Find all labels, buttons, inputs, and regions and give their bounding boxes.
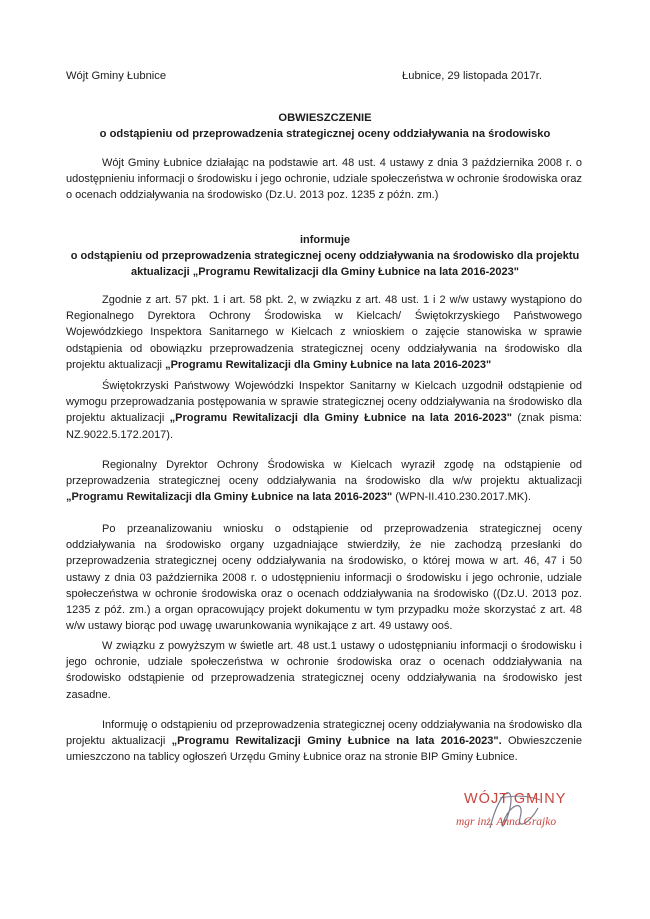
paragraph-rdos	[66, 457, 582, 506]
stamp-title: WÓJT GMINY	[464, 791, 567, 807]
informs-block	[60, 232, 590, 281]
program-name-bold: „Programu Rewitalizacji dla Gminy Łubnice na lata 2016-2023"	[165, 358, 492, 371]
paragraph-conclusion: W związku z powyższym w świetle art. 48 ust.1 ustawy o udostępnianiu informacji o środowisku i jego ochronie, udziale społeczeństwa w ochronie środowiska oraz o ocenach oddziaływania na środowisko odstąpienie od przeprowadzenia strategicznej oceny oddziaływania na środowisko jest zasadne.	[66, 640, 582, 701]
paragraph-request-text: Zgodnie z art. 57 pkt. 1 i art. 58 pkt. 2, w związku z art. 48 ust. 1 i 2 w/w ustawy wystąpiono do Regionalnego Dyrektora Ochrony Środowiska w Kielcach/ Świętokrzyskiego Państwowego Wojewódzkiego Inspektora Sanitarnego w Kielcach z wnioskiem o zajęcie stanowiska w sprawie odstąpienia od obowiązku przeprowadzenia strategicznej oceny oddziaływania na środowisko dla projektu aktualizacji	[66, 294, 582, 371]
sender-line: Wójt Gminy Łubnice	[66, 70, 167, 82]
program-name-bold: „Programu Rewitalizacji dla Gminy Łubnice na lata 2016-2023"	[66, 491, 393, 504]
paragraph-rdos-text: Regionalny Dyrektor Ochrony Środowiska w Kielcach wyraził zgodę na odstąpienie od przeprowadzenia strategicznej oceny oddziaływania na środowisko dla w/w projektu aktualizacji	[66, 459, 582, 488]
document-title: OBWIESZCZENIE	[278, 112, 372, 124]
paragraph-sanitary-inspector	[66, 378, 582, 443]
paragraph-announcement-tail: Obwieszczenie umieszczono na tablicy ogłoszeń Urzędu Gminy Łubnice oraz na stronie BIP Gminy Łubnice.	[66, 735, 582, 764]
program-name-bold: „Programu Rewitalizacji Gminy Łubnice na lata 2016-2023".	[171, 735, 502, 748]
stamp-name: mgr inż. Anna Grajko	[456, 816, 557, 828]
paragraph-sanitary-text: Świętokrzyski Państwowy Wojewódzki Inspektor Sanitarny w Kielcach uzgodnił odstąpienie od wymogu przeprowadzania postępowania w sprawie strategicznej oceny oddziaływania na środowisko dla projektu aktualizacji	[66, 380, 582, 425]
informs-line-2: o odstąpieniu od przeprowadzenia strategicznej oceny oddziaływania na środowisko dla projektu	[70, 250, 580, 263]
intro-paragraph: Wójt Gminy Łubnice działając na podstawie art. 48 ust. 4 ustawy z dnia 3 października 2008 r. o udostępnieniu informacji o środowisku i jego ochronie, udziale społeczeństwa w ochronie środowiska oraz o ocenach oddziaływania na środowisko (Dz.U. 2013 poz. 1235 z późn. zm.)	[66, 157, 582, 202]
program-name-bold: „Programu Rewitalizacji dla Gminy Łubnice na lata 2016-2023"	[169, 412, 512, 425]
handwritten-signature-icon	[470, 778, 550, 838]
paragraph-sanitary-tail: (znak pisma: NZ.9022.5.172.2017).	[66, 412, 582, 441]
document-subtitle: o odstąpieniu od przeprowadzenia strategicznej oceny oddziaływania na środowisko	[99, 128, 551, 140]
paragraph-announcement	[66, 717, 582, 766]
place-date-line: Łubnice, 29 listopada 2017r.	[402, 70, 542, 82]
informs-heading: informuje	[299, 234, 351, 246]
paragraph-request	[66, 292, 582, 373]
paragraph-announcement-text: Informuję o odstąpieniu od przeprowadzenia strategicznej oceny oddziaływania na środowisko dla projektu aktualizacji	[66, 719, 582, 748]
paragraph-analysis: Po przeanalizowaniu wniosku o odstąpienie od przeprowadzenia strategicznej oceny oddziaływania na środowisko organy uzgadniające stwierdziły, że nie zachodzą przesłanki do przeprowadzenia strategicznej oceny oddziaływania na środowisko, o której mowa w art. 46, 47 i 50 ustawy z dnia 03 października 2008 r. o udostępnieniu informacji o środowisku i jego ochronie, udziale społeczeństwa w ochronie środowiska oraz o ocenach oddziaływania na środowisko ((Dz.U. 2013 poz. 1235 z póź. zm.) a organ opracowujący projekt dokumentu w tym przypadku może skorzystać z art. 48 w/w ustawy biorąc pod uwagę uwarunkowania wynikające z art. 49 ustawy ooś.	[66, 523, 582, 633]
paragraph-rdos-tail: (WPN-II.410.230.2017.MK).	[392, 491, 531, 504]
informs-line-3: aktualizacji „Programu Rewitalizacji dla Gminy Łubnice na lata 2016-2023"	[131, 266, 519, 279]
